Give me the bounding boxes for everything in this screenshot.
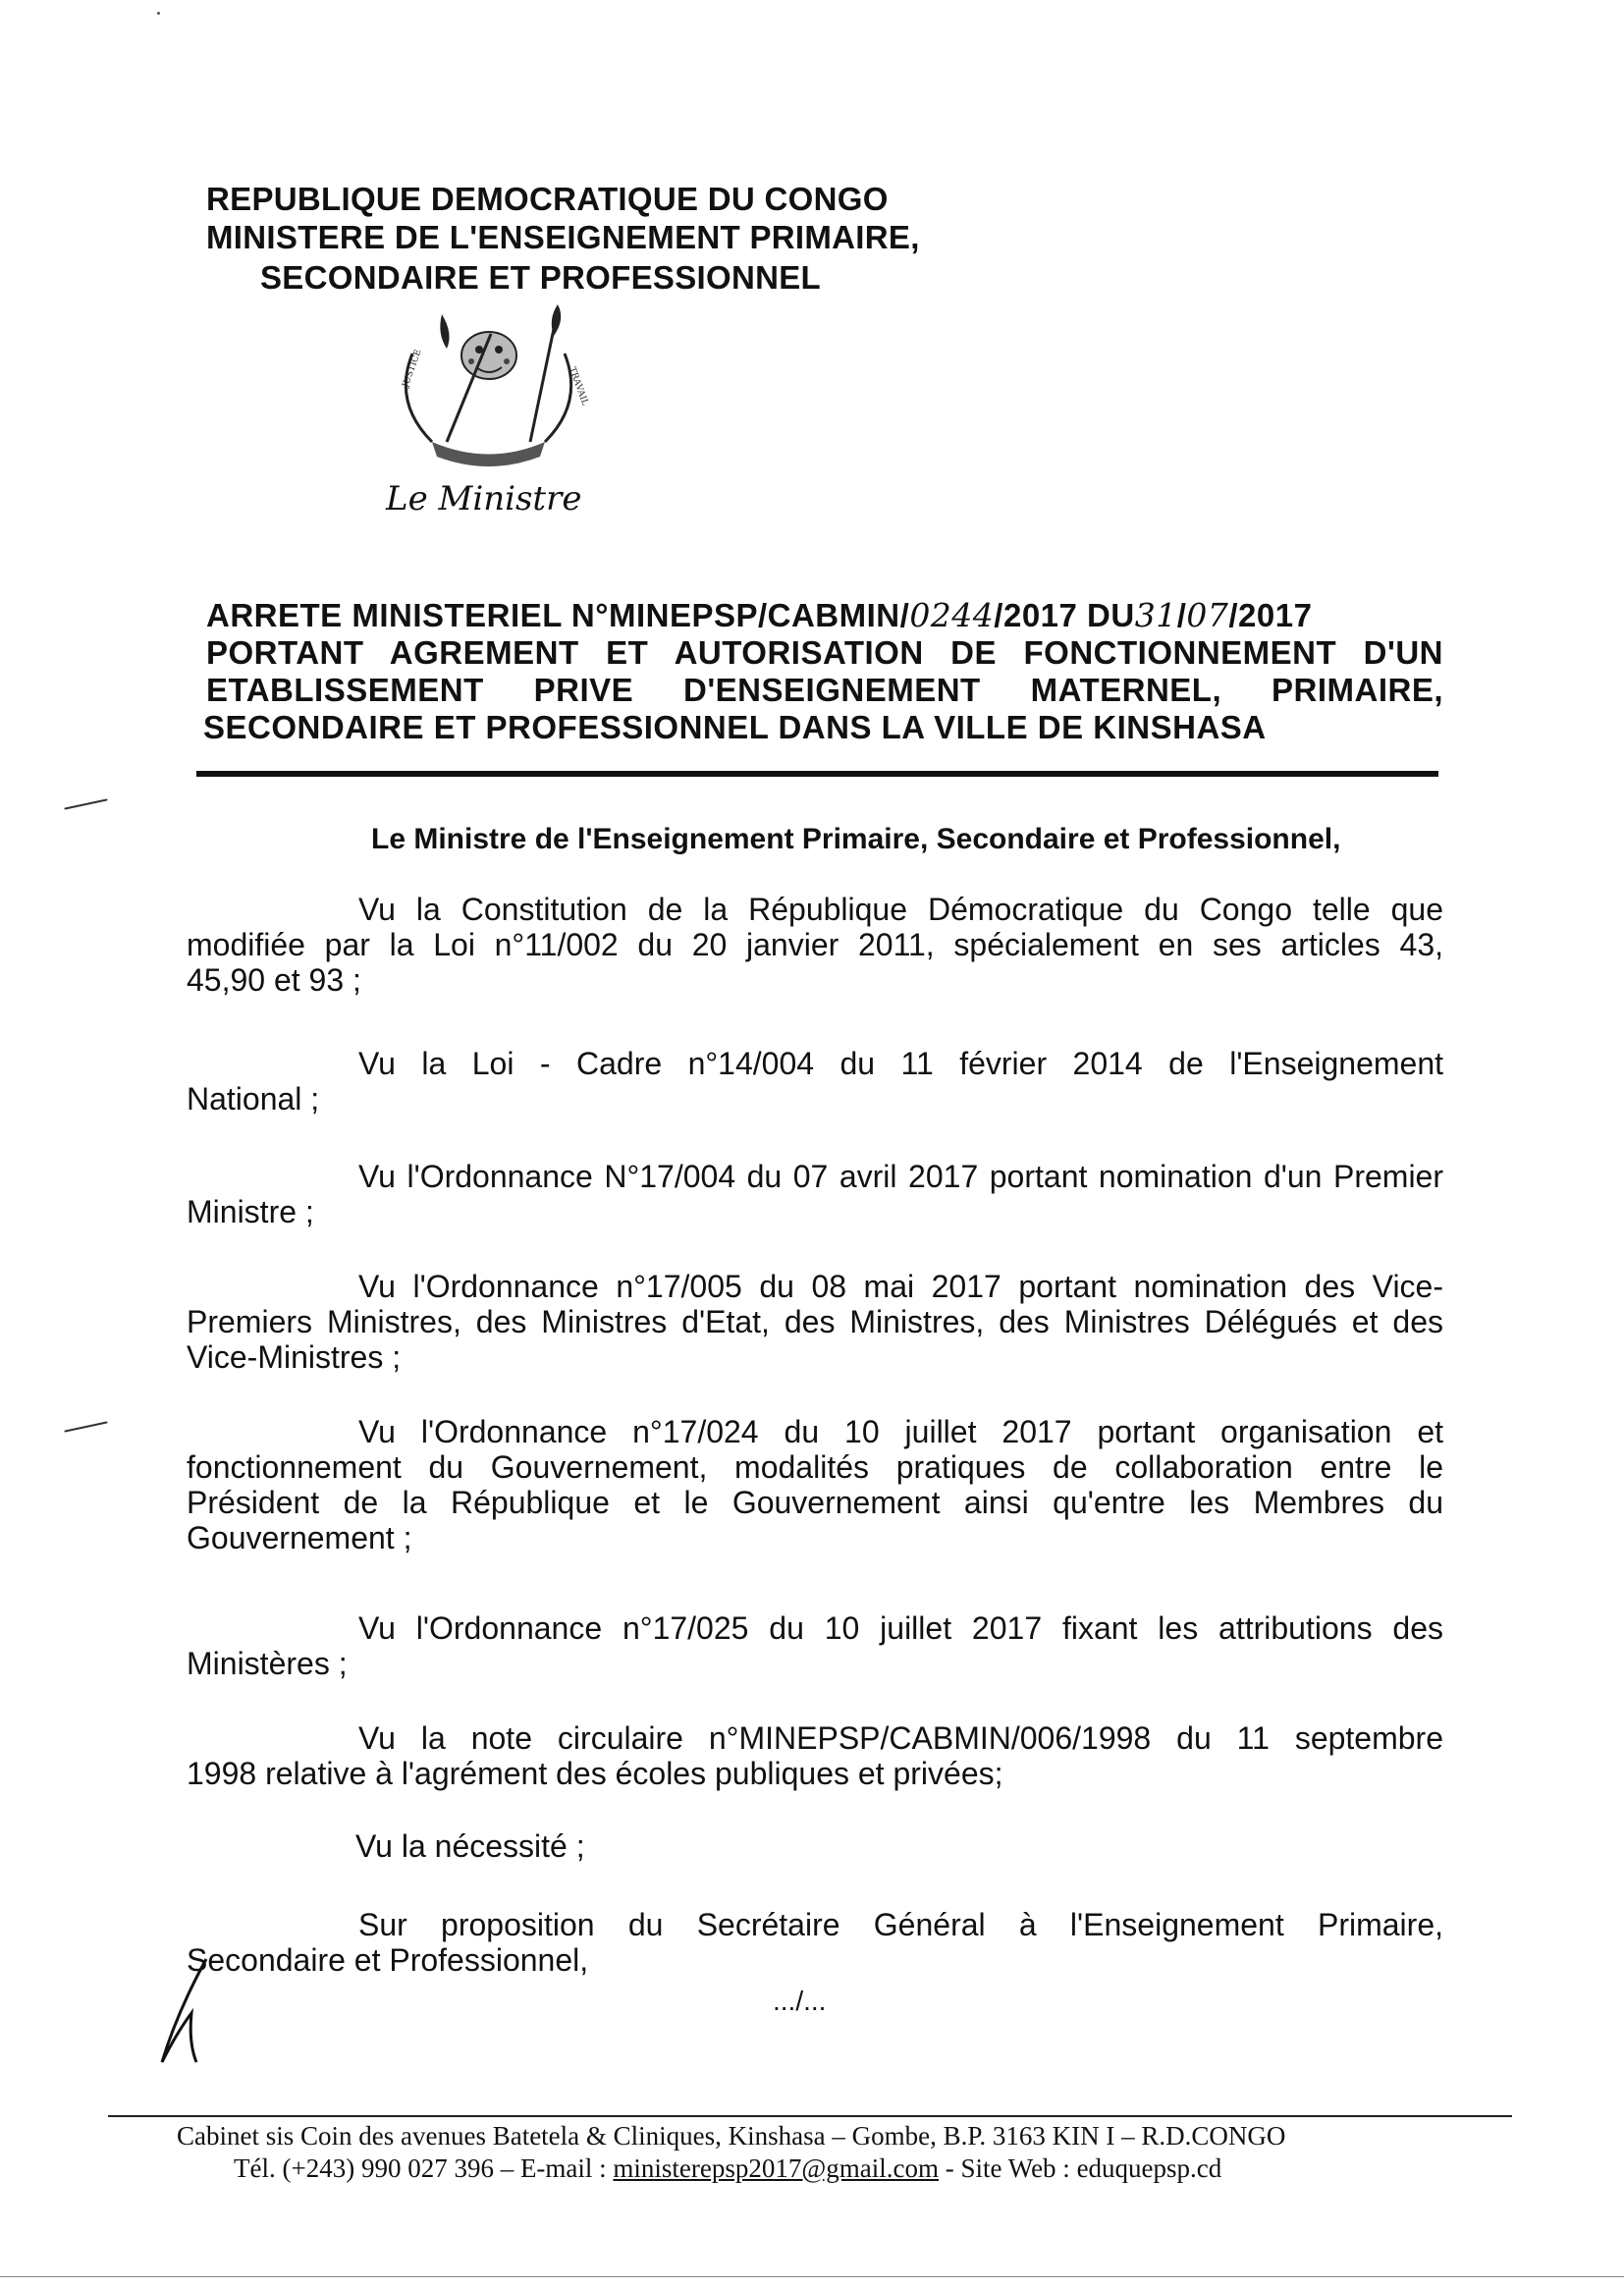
arrete-title-line2: PORTANT AGREMENT ET AUTORISATION DE FONCTIONNEMENT D'UN <box>206 634 1443 671</box>
arrete-prefix: ARRETE MINISTERIEL N°MINEPSP/CABMIN/ <box>206 597 910 633</box>
paragraph-note-circulaire <box>187 1720 1443 1791</box>
paragraph-line: Vu la Loi - Cadre n°14/004 du 11 février 2014 de l'Enseignement <box>358 1046 1443 1081</box>
paragraph-ordonnance-attributions <box>187 1610 1443 1681</box>
paragraph-ordonnance-gouvernement <box>187 1414 1443 1555</box>
arrete-title-line3: ETABLISSEMENT PRIVE D'ENSEIGNEMENT MATERNEL, PRIMAIRE, <box>206 672 1443 708</box>
arrete-number-handwritten: 0244 <box>909 596 995 634</box>
footer-address: Cabinet sis Coin des avenues Batetela & Cliniques, Kinshasa – Gombe, B.P. 3163 KIN I – R.D.CONGO <box>177 2121 1286 2151</box>
title-underline <box>196 771 1438 777</box>
preamble: Le Ministre de l'Enseignement Primaire, Secondaire et Professionnel, <box>371 823 1341 855</box>
paragraph-line: Vu la note circulaire n°MINEPSP/CABMIN/006/1998 du 11 septembre <box>358 1720 1443 1756</box>
emblem-motto-peace: PAIX <box>476 444 502 455</box>
paragraph-line: Vice-Ministres ; <box>187 1339 402 1375</box>
footer-website: - Site Web : eduquepsp.cd <box>939 2153 1222 2183</box>
signatory-title: Le Ministre <box>386 479 582 518</box>
paragraph-necessite: Vu la nécessité ; <box>355 1828 585 1864</box>
paragraph-line: modifiée par la Loi n°11/002 du 20 janvier 2011, spécialement en ses articles 43, <box>187 927 1443 962</box>
footer-telephone: Tél. (+243) 990 027 396 – E-mail : <box>234 2153 614 2183</box>
emblem-motto-justice: JUSTICE <box>401 348 424 390</box>
footer-email-link[interactable]: ministerepsp2017@gmail.com <box>613 2153 939 2183</box>
paragraph-line: Vu l'Ordonnance N°17/004 du 07 avril 2017 portant nomination d'un Premier <box>358 1159 1443 1194</box>
arrete-year: /2017 <box>1228 597 1313 633</box>
paragraph-line: Gouvernement ; <box>187 1520 412 1555</box>
ministry-heading-continued: SECONDAIRE ET PROFESSIONNEL <box>260 259 822 296</box>
paragraph-line: Ministères ; <box>187 1646 348 1681</box>
paragraph-line: Secondaire et Professionnel, <box>187 1942 589 1978</box>
paragraph-line: Vu l'Ordonnance n°17/024 du 10 juillet 2017 portant organisation et <box>358 1414 1443 1449</box>
arrete-title-line1 <box>206 597 1443 633</box>
paragraph-line: Sur proposition du Secrétaire Général à l'Enseignement Primaire, <box>358 1907 1443 1942</box>
arrete-date-separator: / <box>1176 597 1187 633</box>
paragraph-line: Vu l'Ordonnance n°17/025 du 10 juillet 2017 fixant les attributions des <box>358 1610 1443 1646</box>
paragraph-line: fonctionnement du Gouvernement, modalités pratiques de collaboration entre le <box>187 1449 1443 1485</box>
paragraph-loi-cadre <box>187 1046 1443 1117</box>
ministry-heading: MINISTERE DE L'ENSEIGNEMENT PRIMAIRE, <box>206 219 920 255</box>
paragraph-ordonnance-premier-ministre <box>187 1159 1443 1229</box>
paragraph-line: National ; <box>187 1081 320 1117</box>
page-edge-line <box>0 2276 1624 2277</box>
paragraph-line: Ministre ; <box>187 1194 314 1229</box>
paragraph-line: Premiers Ministres, des Ministres d'Etat, des Ministres, des Ministres Délégués et des <box>187 1304 1443 1339</box>
arrete-year-separator: /2017 DU <box>994 597 1135 633</box>
paragraph-line: Vu la Constitution de la République Démocratique du Congo telle que <box>358 892 1443 927</box>
paragraph-line: Président de la République et le Gouvernement ainsi qu'entre les Membres du <box>187 1485 1443 1520</box>
paragraph-line: 45,90 et 93 ; <box>187 962 361 998</box>
margin-mark <box>64 1421 107 1432</box>
paragraph-line: Vu l'Ordonnance n°17/005 du 08 mai 2017 portant nomination des Vice- <box>358 1269 1443 1304</box>
scan-speck <box>157 12 160 15</box>
paragraph-ordonnance-ministres <box>187 1269 1443 1375</box>
handwritten-initial <box>147 1954 226 2072</box>
paragraph-proposition <box>187 1907 1443 1978</box>
arrete-month-handwritten: 07 <box>1186 596 1229 634</box>
footer-divider <box>108 2115 1512 2117</box>
continuation-mark: .../... <box>773 1986 827 2016</box>
footer-contact <box>234 2153 1510 2183</box>
country-heading: REPUBLIQUE DEMOCRATIQUE DU CONGO <box>206 181 889 217</box>
arrete-title-line4: SECONDAIRE ET PROFESSIONNEL DANS LA VILLE DE KINSHASA <box>203 709 1267 745</box>
margin-mark <box>64 798 107 809</box>
paragraph-line: 1998 relative à l'agrément des écoles publiques et privées; <box>187 1756 1003 1791</box>
paragraph-constitution <box>187 892 1443 998</box>
arrete-day-handwritten: 31 <box>1134 596 1177 634</box>
coat-of-arms-emblem <box>373 295 604 471</box>
emblem-motto-work: TRAVAIL <box>567 365 590 408</box>
